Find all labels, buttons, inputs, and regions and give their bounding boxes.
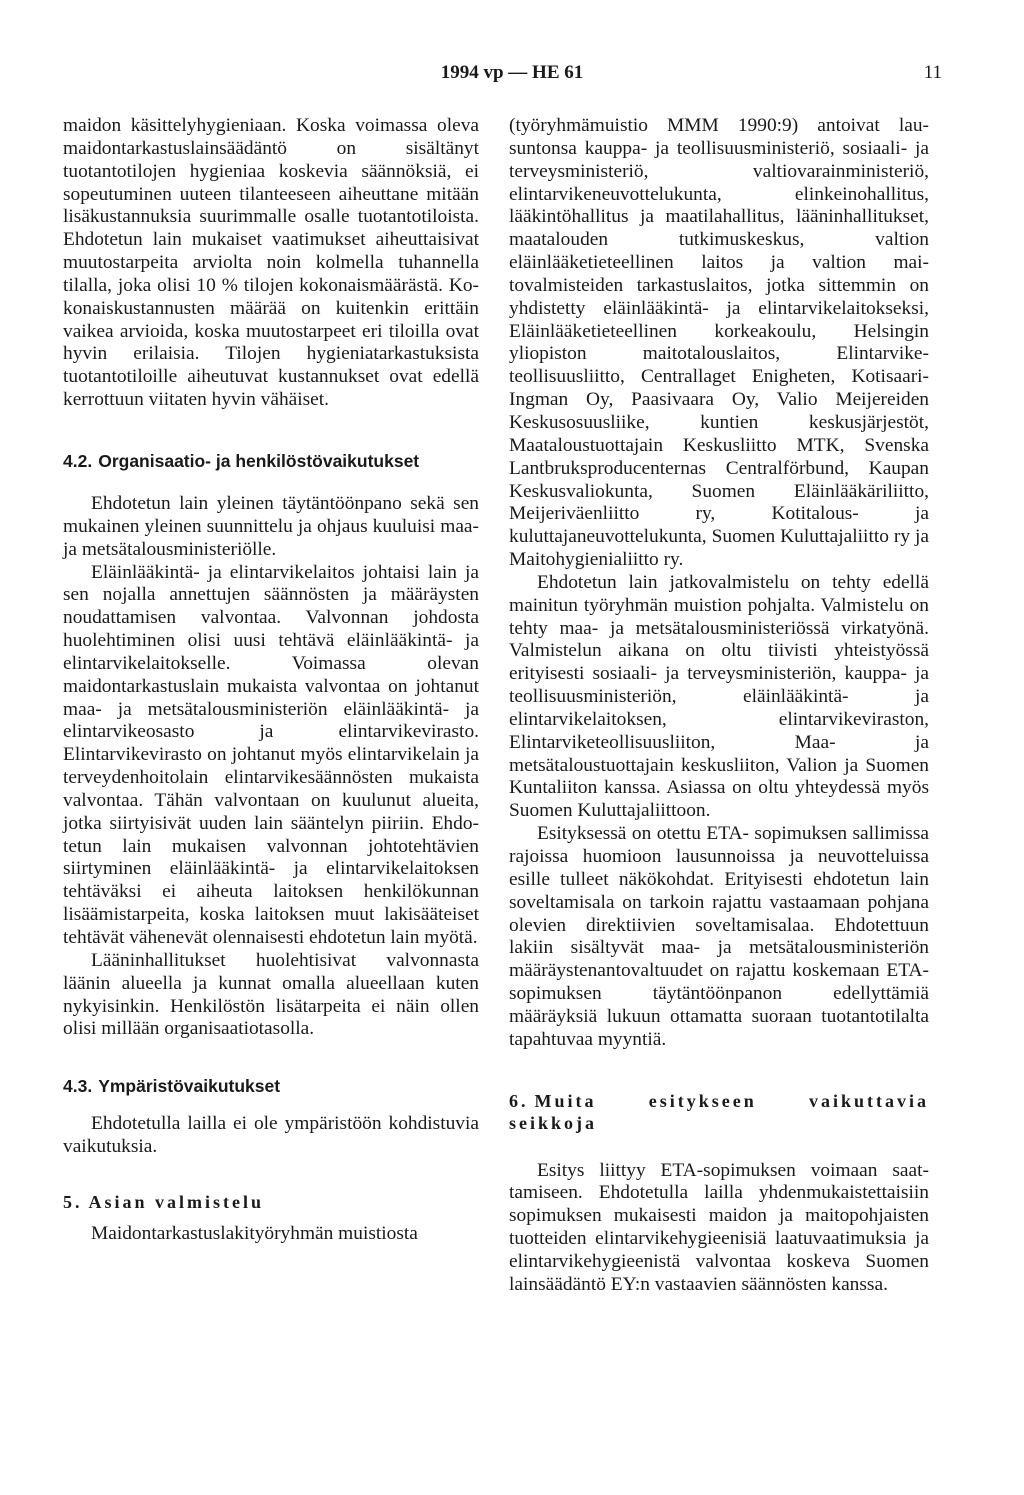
paragraph: Ehdotetulla lailla ei ole ympäristöön kohdistuvia vaikutuksia. (63, 1113, 479, 1158)
section-title: Ympäristövaikutukset (98, 1076, 281, 1097)
section-number: 4.3. (63, 1076, 93, 1097)
paragraph: Maidontarkastuslakityöryhmän muistiosta (91, 1222, 418, 1244)
document-reference: 1994 vp — HE 61 (440, 62, 584, 83)
page-number: 11 (923, 62, 942, 83)
right-column (509, 115, 929, 1297)
paragraph: Esitys liittyy ETA-sopimuksen voimaan saattamiseen. Ehdotetulla lailla yhdenmukaistettaisiin sopimuksen mukaisesti maidon ja maitopohjaisten tuotteiden elintarvikehygieenisiä laatuvaatimuksia ja elintarvikehygieenistä valvontaa koskeva Suomen lainsäädäntö EY:n vastaavien säännösten kanssa. (509, 1159, 929, 1295)
page-header (0, 62, 1024, 88)
section-number: 5. (63, 1191, 83, 1212)
paragraph: maidon käsittelyhygieniaan. Koska voimassa oleva maidontarkastuslainsäädäntö on sisältänyt tuotantotilojen hygieniaa koskevia säännöksiä, ei sopeutuminen uuteen tilanteeseen aiheuttane mitään lisäkustannuksia suurimmalle osalle tuotantotiloista. Ehdotetun lain mukaiset vaatimukset aiheuttaisivat muutostarpeita arviolta noin kolmella tuhannella tilalla, joka olisi 10 % tilojen kokonaismäärästä. Kokonaiskustannusten määrää on kuitenkin erittäin vaikea arvioida, koska muutostarpeet eri tiloilla ovat hyvin erilaisia. Tilojen hygieniatarkastuksista tuotantotiloille aiheutuvat kustannukset ovat edellä kerrottuun viitaten hyvin vähäiset. (63, 115, 479, 411)
section-heading-5 (63, 1191, 479, 1213)
section-heading-4-3 (63, 1075, 479, 1097)
section-heading-4-2 (63, 450, 479, 472)
section-heading-6 (509, 1090, 929, 1134)
section-number: 6. (509, 1090, 529, 1111)
paragraph: Esityksessä on otettu ETA- sopimuksen sallimissa rajoissa huomioon lausunnoissa ja neuvotteluissa esille tulleet näkökohdat. Erityisesti ehdotetun lain soveltamisala on tarkoin rajattu vastaamaan pohjana olevien direktiivien soveltamisalaa. Ehdotettuun lakiin sisältyvät maa- ja metsätalousministeriön määräystenantovaltuudet on rajattu koskemaan ETA-sopimuksen täytäntöönpanon edellyttämiä määräyksiä lukuun ottamatta suoraan tuotantotilalta tapahtuvaa myyntiä. (509, 823, 929, 1050)
paragraph: (työryhmämuistio MMM 1990:9) antoivat lausuntonsa kauppa- ja teollisuusministeriö, sosiaali- ja terveysministeriö, valtiovarainministeriö, elintarvikeneuvottelukunta, elinkeinohallitus, lääkintöhallitus ja maatilahallitus, lääninhallitukset, maatalouden tutkimuskeskus, valtion eläinlääketieteellinen laitos ja valtion maitovalmisteiden tarkastuslaitos, jotka sittemmin on yhdistetty eläinlääkintä- ja elintarvikelaitokseksi, Eläinlääketieteellinen korkeakoulu, Helsingin yliopiston maitotalouslaitos, Elintarviketeollisuusliitto, Centrallaget Enigheten, Kotisaari-Ingman Oy, Paasivaara Oy, Valio Meijereiden Keskusosuusliike, kuntien keskusjärjestöt, Maataloustuottajain Keskusliitto MTK, Svenska Lantbruksproducenternas Centralförbund, Kaupan Keskusvaliokunta, Suomen Eläinlääkäriliitto, Meijeriväenliitto ry, Kotitalous- ja kuluttajaneuvottelukunta, Suomen Kuluttajaliitto ry ja Maitohygienialiitto ry. (509, 115, 929, 571)
paragraph: Ehdotetun lain jatkovalmistelu on tehty edellä mainitun työryhmän muistion pohjalta. Valmistelu on tehty maa- ja metsätalousministeriössä virkatyönä. Valmistelun aikana on oltu tiivisti yhteistyössä erityisesti sosiaali- ja terveysministeriön, kauppa- ja teollisuusministeriön, eläinlääkintä- ja elintarvikelaitoksen, elintarvikeviraston, Elintarviketeollisuusliiton, Maa- ja metsätaloustuottajain keskusliiton, Valion ja Suomen Kuntaliiton kanssa. Asiassa on oltu yhteydessä myös Suomen Kuluttajaliittoon. (509, 571, 929, 822)
paragraph: Ehdotetun lain yleinen täytäntöönpano sekä sen mukainen yleinen suunnittelu ja ohjaus kuuluisi maa- ja metsätalousministeriölle. (63, 492, 479, 560)
left-column (63, 115, 479, 1246)
section-number: 4.2. (63, 450, 93, 471)
section-title: Organisaatio- ja henkilöstövaikutukset (98, 450, 420, 471)
section-title: Asian valmistelu (88, 1191, 265, 1212)
section-title: Muita esitykseen vaikuttavia seikkoja (509, 1090, 929, 1133)
paragraph: Lääninhallitukset huolehtisivat valvonnasta läänin alueella ja kunnat omalla alueellaan kuten nykyisinkin. Henkilöstön lisätarpeita ei näin ollen olisi millään organisaatiotasolla. (63, 949, 479, 1040)
paragraph: Eläinlääkintä- ja elintarvikelaitos johtaisi lain ja sen nojalla annettujen säännösten ja määräysten noudattamisen valvontaa. Valvonnan johdosta huolehtiminen olisi uusi tehtävä eläinlääkintä- ja elintarvikelaitokselle. Voimassa olevan maidontarkastuslain mukaista valvontaa on johtanut maa- ja metsätalousministeriön eläinlääkintä- ja elintarvikeosasto ja elintarvikevirasto. Elintarvikevirasto on johtanut myös elintarvikelain ja terveydenhoitolain elintarvikesäännösten mukaista valvontaa. Tähän valvontaan on kuulunut alueita, jotka siirtyisivät uuden lain sääntelyn piiriin. Ehdotetun lain mukaisen valvonnan johtotehtävien siirtyminen eläinlääkintä- ja elintarvikelaitoksen tehtäväksi ei aiheuta laitoksen henkilökunnan lisäämistarpeita, koska laitoksen muut lakisääteiset tehtävät vähenevät olennaisesti ehdotetun lain myötä. (63, 561, 479, 948)
